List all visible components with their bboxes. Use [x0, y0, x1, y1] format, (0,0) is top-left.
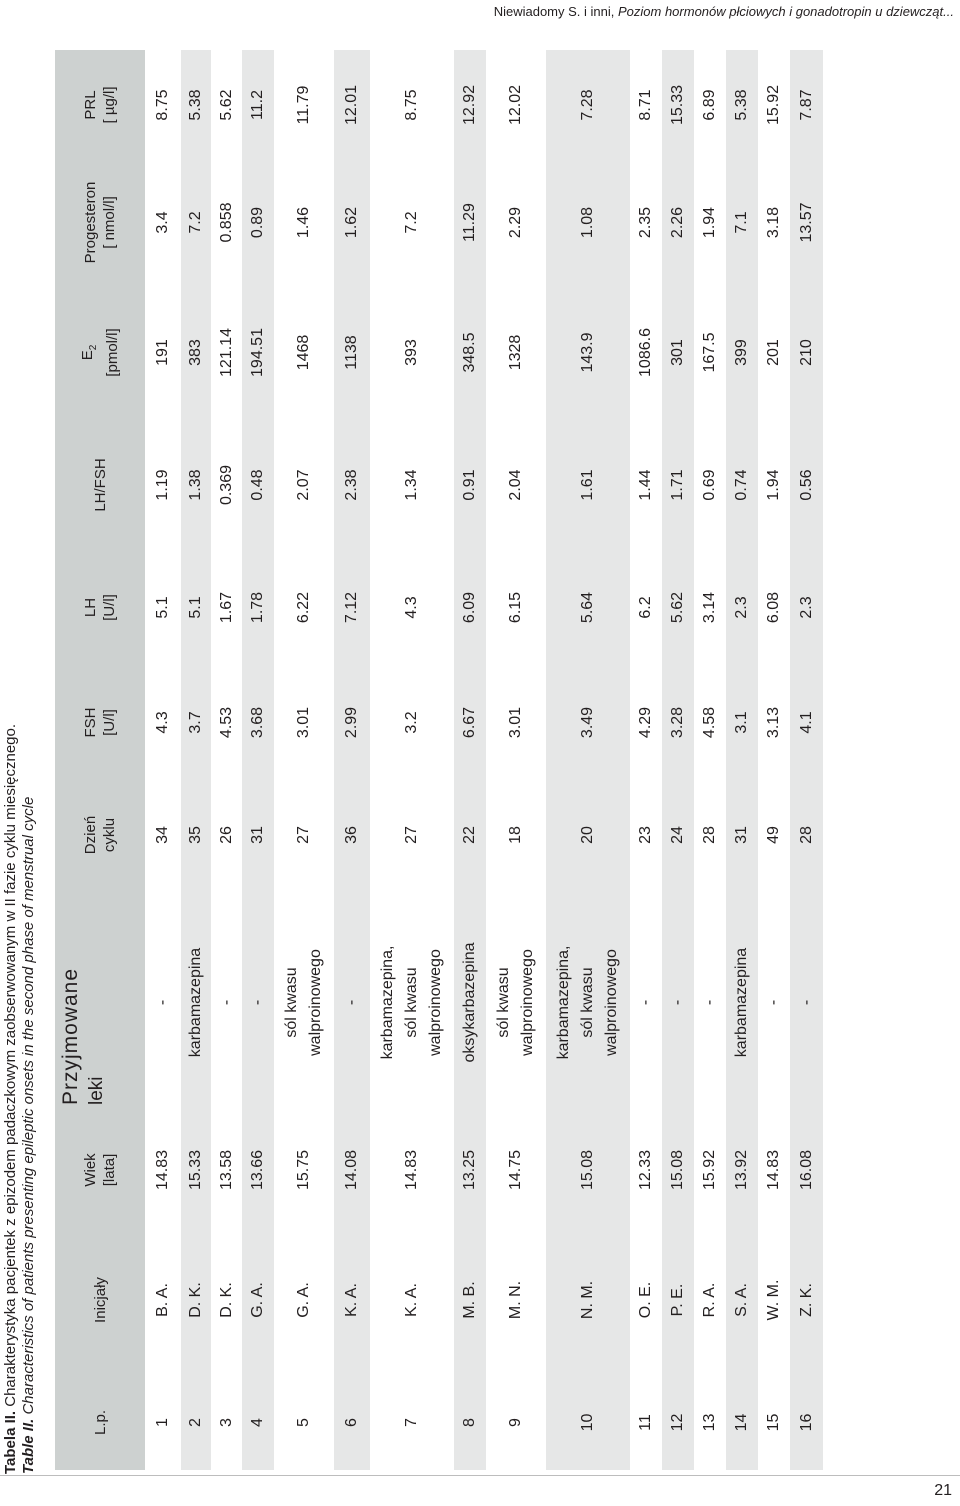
- running-header-title: Poziom hormonów płciowych i gonadotropin u dziewcząt...: [617, 4, 954, 19]
- cell-e2: 121.14: [211, 285, 242, 420]
- cell-prl: 12.01: [334, 50, 370, 160]
- cell-lhfsh: 1.71: [662, 420, 694, 550]
- cell-lh: 2.3: [790, 550, 823, 665]
- cell-prl: 12.92: [454, 50, 486, 160]
- cell-prl: 7.28: [546, 50, 630, 160]
- cell-lh: 6.15: [486, 550, 546, 665]
- drug-line: sól kwasu: [283, 967, 300, 1038]
- cell-fsh: 3.49: [546, 665, 630, 780]
- cell-day: 49: [758, 780, 790, 890]
- cell-prl: 5.38: [726, 50, 758, 160]
- cell-prog: 0.89: [242, 160, 274, 285]
- cell-initials: D. K.: [181, 1225, 211, 1375]
- cell-drugs: [486, 890, 546, 1115]
- cell-fsh: 4.29: [630, 665, 662, 780]
- cell-lhfsh: 2.07: [274, 420, 334, 550]
- cell-age: 14.08: [334, 1115, 370, 1225]
- cell-day: 27: [274, 780, 334, 890]
- cell-prl: 15.92: [758, 50, 790, 160]
- cell-fsh: 3.2: [370, 665, 454, 780]
- header-age: Wiek [lata]: [55, 1115, 145, 1225]
- drug-line: sól kwasu: [579, 967, 596, 1038]
- header-prl: PRL [ µg/l]: [55, 50, 145, 160]
- table-row: [370, 50, 454, 1470]
- cell-e2: 348.5: [454, 285, 486, 420]
- drug-line: sól kwasu: [403, 967, 420, 1038]
- cell-fsh: 3.01: [274, 665, 334, 780]
- cell-initials: Z. K.: [790, 1225, 823, 1375]
- cell-prl: 11.79: [274, 50, 334, 160]
- cell-lh: 5.64: [546, 550, 630, 665]
- cell-lh: 3.14: [694, 550, 726, 665]
- page-number: 21: [934, 1482, 952, 1499]
- table-row: [334, 50, 370, 1470]
- cell-day: 18: [486, 780, 546, 890]
- cell-prog: 7.1: [726, 160, 758, 285]
- cell-fsh: 3.13: [758, 665, 790, 780]
- cell-age: 15.08: [662, 1115, 694, 1225]
- footer-rule: [0, 1475, 960, 1476]
- cell-prog: 1.08: [546, 160, 630, 285]
- cell-prl: 5.62: [211, 50, 242, 160]
- drug-line: karbamazepina,: [555, 945, 572, 1060]
- cell-lhfsh: 0.56: [790, 420, 823, 550]
- cell-drugs: [370, 890, 454, 1115]
- table-row: [274, 50, 334, 1470]
- cell-fsh: 4.58: [694, 665, 726, 780]
- cell-lhfsh: 0.369: [211, 420, 242, 550]
- caption-polish: [2, 54, 20, 1474]
- header-progesterone: Progesteron [ nmol/l]: [55, 160, 145, 285]
- drug-line: -: [249, 999, 266, 1006]
- cell-day: 23: [630, 780, 662, 890]
- cell-prog: 1.46: [274, 160, 334, 285]
- cell-lh: 4.3: [370, 550, 454, 665]
- cell-prog: 2.35: [630, 160, 662, 285]
- table-header-row: [55, 50, 145, 1470]
- cell-e2: 399: [726, 285, 758, 420]
- running-header-authors: Niewiadomy S. i inni,: [493, 4, 618, 19]
- header-drugs: Przyjmowane leki: [55, 890, 145, 1115]
- table-caption: [2, 54, 38, 1474]
- cell-lhfsh: 0.48: [242, 420, 274, 550]
- cell-lhfsh: 1.38: [181, 420, 211, 550]
- cell-prog: 7.2: [181, 160, 211, 285]
- cell-fsh: 3.01: [486, 665, 546, 780]
- caption-english-label: Table II.: [20, 1418, 37, 1474]
- drug-line: karbamazepina: [733, 947, 750, 1058]
- cell-lhfsh: 1.44: [630, 420, 662, 550]
- cell-drugs: [758, 890, 790, 1115]
- cell-lp: 9: [486, 1375, 546, 1470]
- header-fsh: FSH [U/l]: [55, 665, 145, 780]
- cell-e2: 1138: [334, 285, 370, 420]
- drug-line: -: [154, 999, 171, 1006]
- drug-line: karbamazepina,: [379, 945, 396, 1060]
- cell-lhfsh: 1.94: [758, 420, 790, 550]
- cell-lp: 14: [726, 1375, 758, 1470]
- cell-lh: 6.22: [274, 550, 334, 665]
- cell-initials: W. M.: [758, 1225, 790, 1375]
- cell-lh: 6.08: [758, 550, 790, 665]
- cell-e2: 194.51: [242, 285, 274, 420]
- table-row: [662, 50, 694, 1470]
- cell-lp: 15: [758, 1375, 790, 1470]
- cell-drugs: [790, 890, 823, 1115]
- cell-prl: 15.33: [662, 50, 694, 160]
- cell-prog: 11.29: [454, 160, 486, 285]
- drug-line: walproinowego: [603, 949, 620, 1056]
- cell-lhfsh: 2.04: [486, 420, 546, 550]
- cell-age: 12.33: [630, 1115, 662, 1225]
- cell-lp: 7: [370, 1375, 454, 1470]
- cell-prl: 8.75: [145, 50, 181, 160]
- cell-age: 13.58: [211, 1115, 242, 1225]
- cell-day: 28: [694, 780, 726, 890]
- cell-drugs: [145, 890, 181, 1115]
- cell-prl: 6.89: [694, 50, 726, 160]
- caption-english-text: Characteristics of patients presenting epileptic onsets in the second phase of menstrual cycle: [20, 796, 37, 1419]
- drug-line: -: [343, 999, 360, 1006]
- cell-lh: 1.78: [242, 550, 274, 665]
- cell-age: 13.25: [454, 1115, 486, 1225]
- table-row: [211, 50, 242, 1470]
- cell-lh: 6.09: [454, 550, 486, 665]
- cell-lhfsh: 1.34: [370, 420, 454, 550]
- drug-line: walproinowego: [307, 949, 324, 1056]
- cell-drugs: [274, 890, 334, 1115]
- cell-lhfsh: 2.38: [334, 420, 370, 550]
- cell-lp: 8: [454, 1375, 486, 1470]
- cell-prog: 0.858: [211, 160, 242, 285]
- cell-lhfsh: 1.61: [546, 420, 630, 550]
- cell-age: 14.83: [370, 1115, 454, 1225]
- cell-lhfsh: 0.69: [694, 420, 726, 550]
- cell-drugs: [630, 890, 662, 1115]
- cell-prl: 8.75: [370, 50, 454, 160]
- cell-age: 14.75: [486, 1115, 546, 1225]
- cell-prog: 3.4: [145, 160, 181, 285]
- drug-line: oksykarbazepina: [461, 942, 478, 1063]
- header-cycle-day: Dzień cyklu: [55, 780, 145, 890]
- cell-lhfsh: 0.74: [726, 420, 758, 550]
- cell-e2: 1468: [274, 285, 334, 420]
- cell-lp: 4: [242, 1375, 274, 1470]
- table-row: [790, 50, 823, 1470]
- drug-line: karbamazepina: [187, 947, 204, 1058]
- rotated-table-block: [0, 50, 900, 1480]
- cell-day: 20: [546, 780, 630, 890]
- cell-fsh: 3.7: [181, 665, 211, 780]
- cell-day: 36: [334, 780, 370, 890]
- cell-initials: G. A.: [242, 1225, 274, 1375]
- cell-age: 13.66: [242, 1115, 274, 1225]
- cell-lp: 5: [274, 1375, 334, 1470]
- cell-initials: B. A.: [145, 1225, 181, 1375]
- cell-fsh: 4.1: [790, 665, 823, 780]
- table-row: [758, 50, 790, 1470]
- cell-e2: 393: [370, 285, 454, 420]
- cell-lp: 3: [211, 1375, 242, 1470]
- cell-fsh: 2.99: [334, 665, 370, 780]
- cell-drugs: [546, 890, 630, 1115]
- cell-day: 24: [662, 780, 694, 890]
- cell-e2: 143.9: [546, 285, 630, 420]
- cell-fsh: 6.67: [454, 665, 486, 780]
- cell-initials: O. E.: [630, 1225, 662, 1375]
- cell-initials: R. A.: [694, 1225, 726, 1375]
- cell-prog: 2.26: [662, 160, 694, 285]
- cell-lp: 13: [694, 1375, 726, 1470]
- cell-day: 31: [242, 780, 274, 890]
- cell-lh: 6.2: [630, 550, 662, 665]
- cell-drugs: [726, 890, 758, 1115]
- cell-lp: 1: [145, 1375, 181, 1470]
- cell-fsh: 4.53: [211, 665, 242, 780]
- cell-day: 35: [181, 780, 211, 890]
- cell-lh: 5.62: [662, 550, 694, 665]
- table-row: [181, 50, 211, 1470]
- cell-prog: 13.57: [790, 160, 823, 285]
- cell-e2: 167.5: [694, 285, 726, 420]
- cell-lh: 1.67: [211, 550, 242, 665]
- cell-prl: 7.87: [790, 50, 823, 160]
- cell-prog: 1.94: [694, 160, 726, 285]
- cell-initials: M. B.: [454, 1225, 486, 1375]
- cell-age: 15.92: [694, 1115, 726, 1225]
- drug-line: -: [217, 999, 235, 1006]
- cell-prog: 3.18: [758, 160, 790, 285]
- cell-lp: 6: [334, 1375, 370, 1470]
- cell-fsh: 3.68: [242, 665, 274, 780]
- cell-drugs: [694, 890, 726, 1115]
- cell-initials: S. A.: [726, 1225, 758, 1375]
- cell-e2: 301: [662, 285, 694, 420]
- table-body: [145, 50, 823, 1470]
- cell-age: 15.75: [274, 1115, 334, 1225]
- cell-age: 14.83: [145, 1115, 181, 1225]
- header-e2: $E_2$ [pmol/l]: [55, 285, 145, 420]
- cell-day: 27: [370, 780, 454, 890]
- header-lh-fsh: LH/FSH: [55, 420, 145, 550]
- cell-age: 13.92: [726, 1115, 758, 1225]
- table-row: [630, 50, 662, 1470]
- cell-prog: 2.29: [486, 160, 546, 285]
- header-lp: L.p.: [55, 1375, 145, 1470]
- data-table: [55, 50, 823, 1470]
- cell-e2: 201: [758, 285, 790, 420]
- cell-age: 15.08: [546, 1115, 630, 1225]
- cell-drugs: [181, 890, 211, 1115]
- cell-age: 15.33: [181, 1115, 211, 1225]
- cell-prl: 11.2: [242, 50, 274, 160]
- cell-lhfsh: 1.19: [145, 420, 181, 550]
- cell-initials: P. E.: [662, 1225, 694, 1375]
- cell-lp: 10: [546, 1375, 630, 1470]
- cell-prog: 1.62: [334, 160, 370, 285]
- cell-day: 34: [145, 780, 181, 890]
- cell-initials: N. M.: [546, 1225, 630, 1375]
- cell-lp: 12: [662, 1375, 694, 1470]
- cell-lhfsh: 0.91: [454, 420, 486, 550]
- drug-line: walproinowego: [427, 949, 444, 1056]
- caption-polish-label: Tabela II.: [2, 1410, 19, 1474]
- cell-initials: G. A.: [274, 1225, 334, 1375]
- cell-initials: K. A.: [370, 1225, 454, 1375]
- caption-polish-text: Charakterystyka pacjentek z epizodem padaczkowym zaobserwowanym w II fazie cyklu miesięcznego.: [2, 723, 19, 1411]
- cell-day: 28: [790, 780, 823, 890]
- cell-e2: 1086.6: [630, 285, 662, 420]
- cell-age: 14.83: [758, 1115, 790, 1225]
- cell-fsh: 4.3: [145, 665, 181, 780]
- drug-line: -: [797, 999, 815, 1006]
- cell-drugs: [334, 890, 370, 1115]
- table-row: [145, 50, 181, 1470]
- cell-prl: 12.02: [486, 50, 546, 160]
- caption-english: [20, 54, 38, 1474]
- running-header: [494, 4, 954, 19]
- cell-e2: 1328: [486, 285, 546, 420]
- cell-drugs: [242, 890, 274, 1115]
- cell-drugs: [211, 890, 242, 1115]
- cell-lp: 11: [630, 1375, 662, 1470]
- table-row: [726, 50, 758, 1470]
- drug-line: -: [637, 999, 654, 1006]
- cell-day: 26: [211, 780, 242, 890]
- header-initials: Inicjały: [55, 1225, 145, 1375]
- cell-fsh: 3.28: [662, 665, 694, 780]
- table-row: [242, 50, 274, 1470]
- drug-line: walproinowego: [519, 949, 536, 1056]
- table-row: [486, 50, 546, 1470]
- cell-fsh: 3.1: [726, 665, 758, 780]
- cell-prog: 7.2: [370, 160, 454, 285]
- cell-lh: 5.1: [181, 550, 211, 665]
- cell-lh: 5.1: [145, 550, 181, 665]
- cell-age: 16.08: [790, 1115, 823, 1225]
- cell-e2: 191: [145, 285, 181, 420]
- cell-prl: 5.38: [181, 50, 211, 160]
- cell-day: 31: [726, 780, 758, 890]
- cell-initials: M. N.: [486, 1225, 546, 1375]
- drug-line: -: [701, 999, 718, 1006]
- drug-line: -: [765, 999, 782, 1006]
- cell-e2: 383: [181, 285, 211, 420]
- cell-drugs: [662, 890, 694, 1115]
- table-row: [694, 50, 726, 1470]
- table-row: [454, 50, 486, 1470]
- header-lh: LH [U/l]: [55, 550, 145, 665]
- cell-e2: 210: [790, 285, 823, 420]
- drug-line: -: [669, 999, 686, 1006]
- cell-lp: 2: [181, 1375, 211, 1470]
- cell-lh: 2.3: [726, 550, 758, 665]
- cell-initials: K. A.: [334, 1225, 370, 1375]
- cell-lh: 7.12: [334, 550, 370, 665]
- cell-prl: 8.71: [630, 50, 662, 160]
- cell-lp: 16: [790, 1375, 823, 1470]
- cell-day: 22: [454, 780, 486, 890]
- table-row: [546, 50, 630, 1470]
- cell-initials: D. K.: [211, 1225, 242, 1375]
- cell-drugs: [454, 890, 486, 1115]
- drug-line: sól kwasu: [495, 967, 512, 1038]
